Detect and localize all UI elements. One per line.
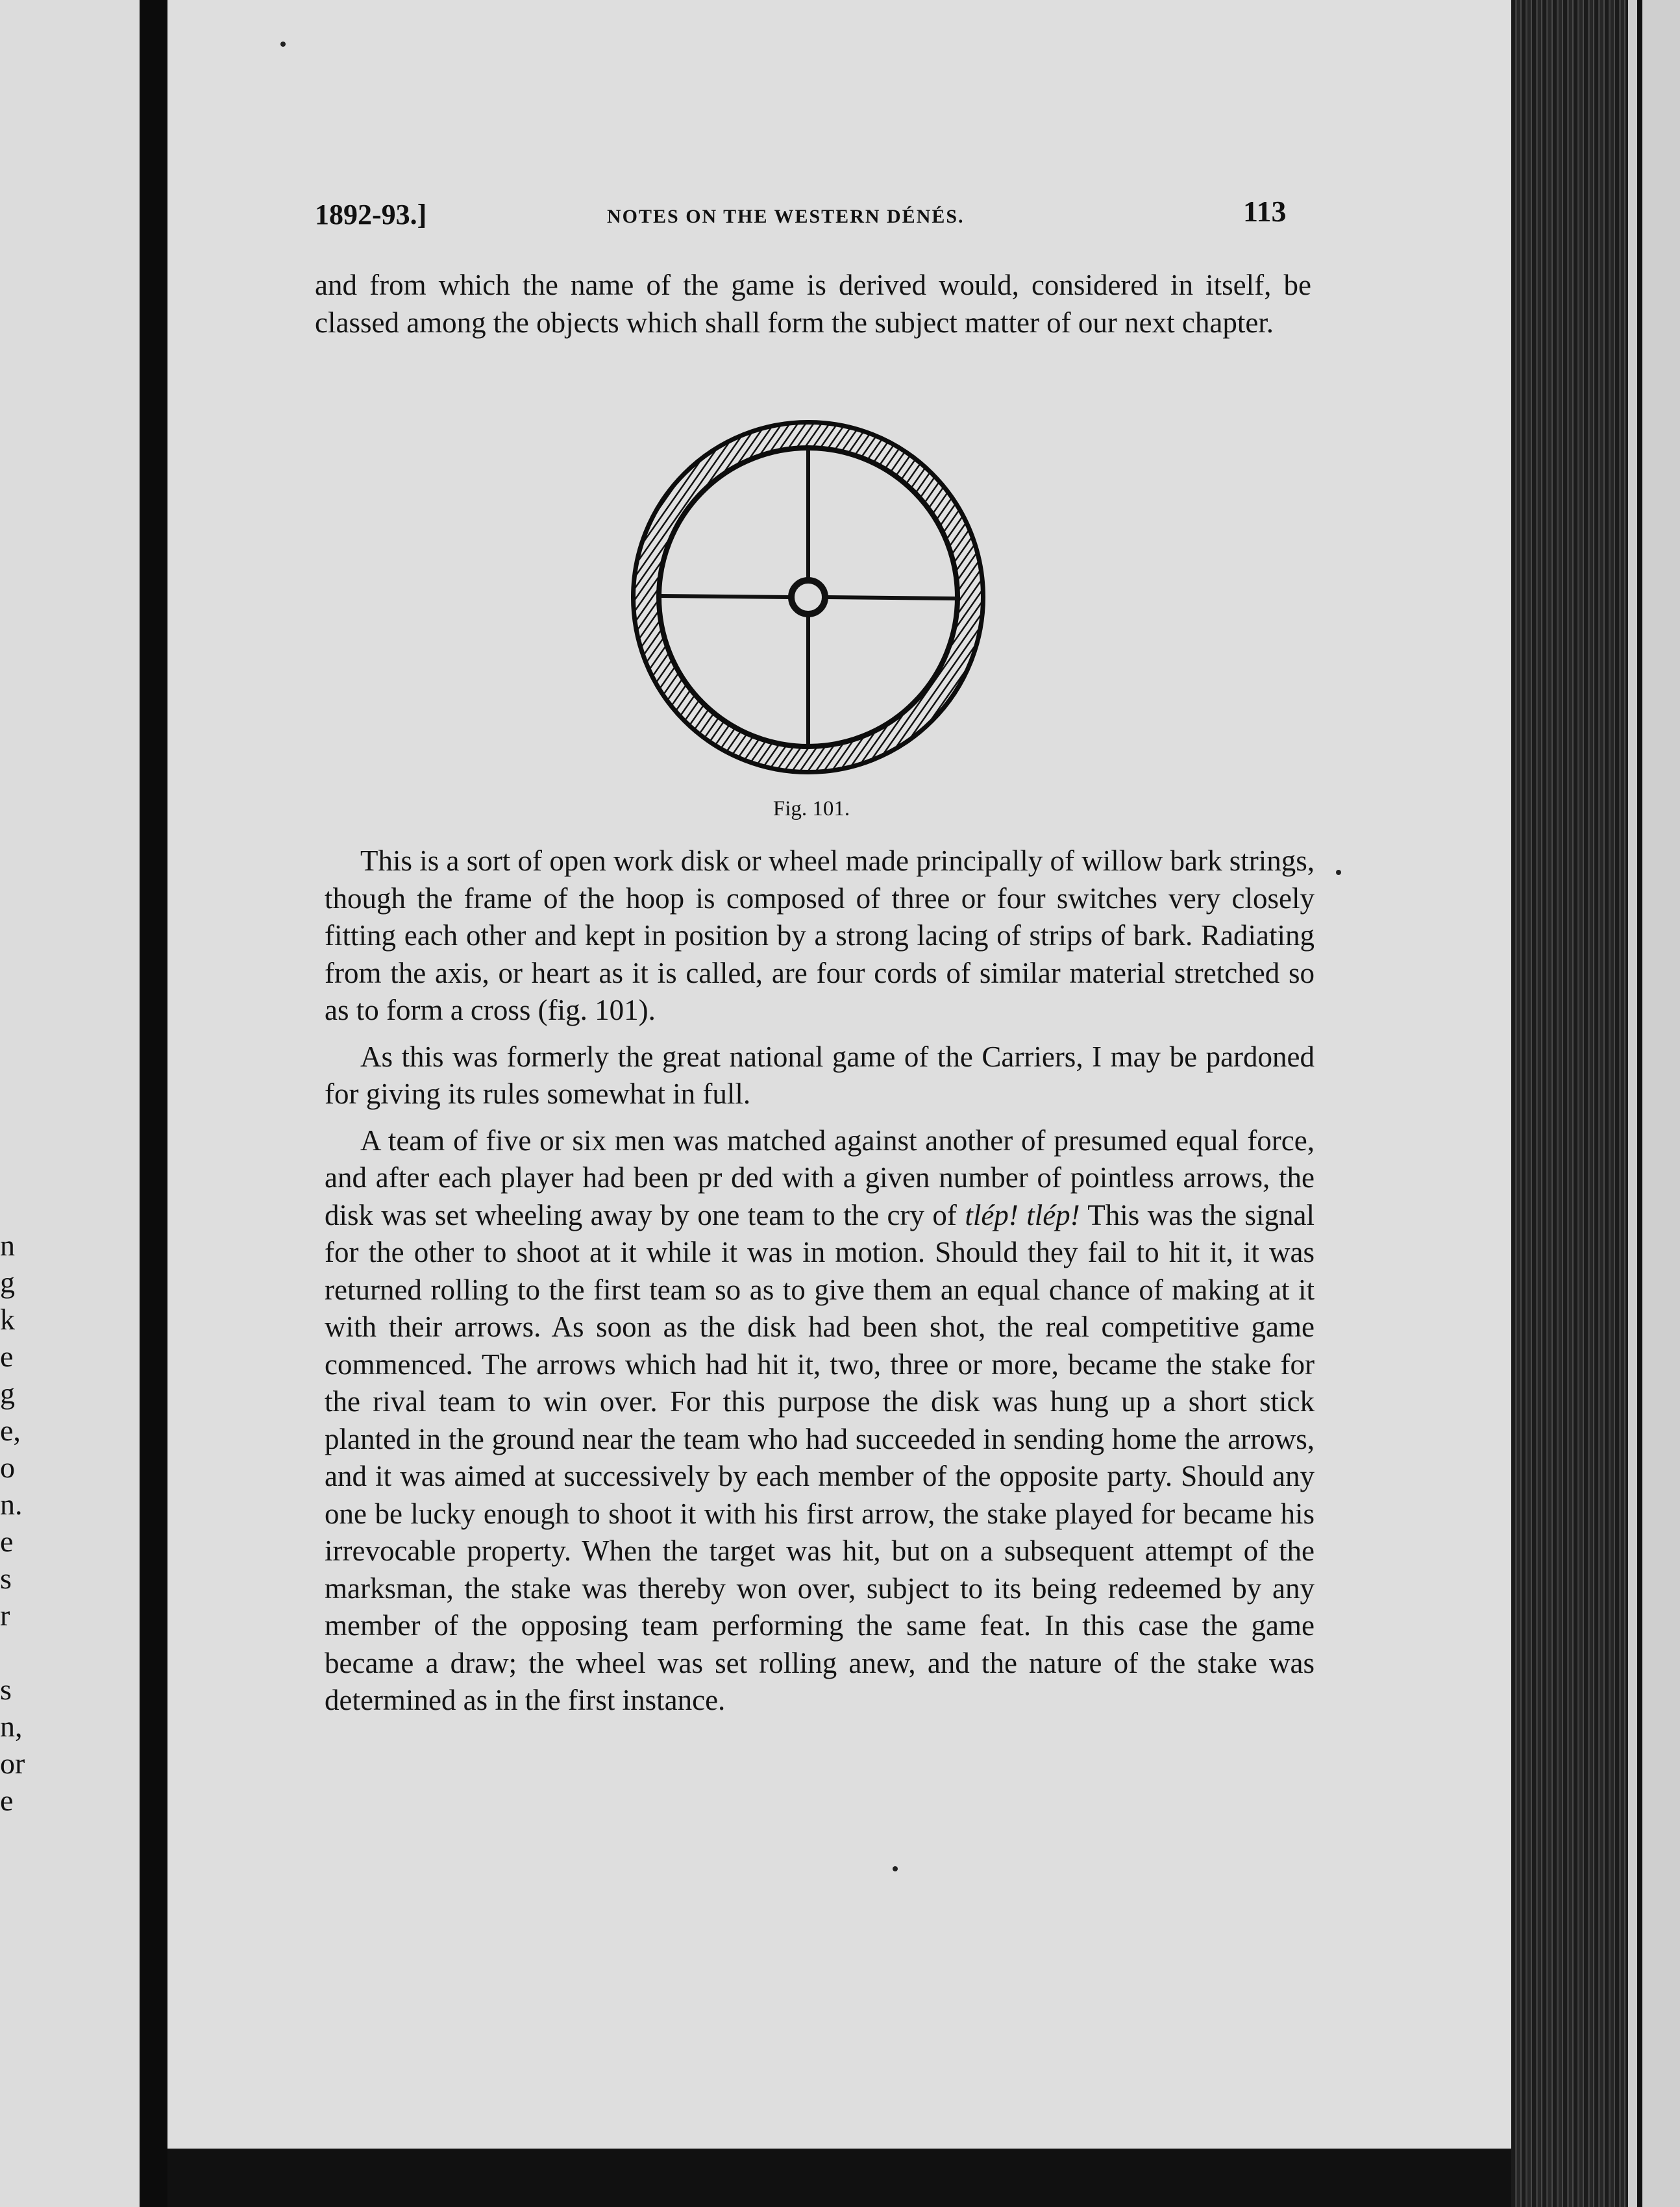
rules-text-after-cry: This was the signal for the other to shoot at it while it was in motion. Should they fail to hit it, it was returned rolling to the first team so as to give them an equal chance of making at it with their arrows. As soon as the disk had been shot, the real competitive game commenced. The arrows which had hit it, two, three or more, became the stake for the rival team to win over. For this purpose the disk was hung up a short stick planted in the ground near the team who had succeeded in sending home the arrows, and it was aimed at successively by each member of the opposite party. Should any one be lucky enough to shoot it with his first arrow, the stake played for became his irrevocable property. When the target was hit, but on a subsequent attempt of the marksman, the stake was thereby won over, subject to its being redeemed by any member of the opposing team performing the same feat. In this case the game became a draw; the wheel was set rolling anew, and the nature of the stake was determined as in the first instance. xyxy=(325,1198,1315,1716)
left-page-fragment: e xyxy=(0,1784,14,1817)
paragraph-national-game: As this was formerly the great national game of the Carriers, I may be pardoned for giving its rules somewhat in full. xyxy=(325,1040,1315,1110)
rules-cry: tlép! tlép! xyxy=(965,1198,1080,1231)
left-page-fragment: n xyxy=(0,1229,15,1262)
main-body-text xyxy=(325,843,1315,1729)
left-page-text-fragments xyxy=(0,1227,25,1819)
left-page-fragment: n. xyxy=(0,1488,23,1521)
bottom-shadow xyxy=(167,2149,1511,2207)
intro-paragraph: and from which the name of the game is derived would, considered in itself, be classed among the objects which shall form the subject matter of our next chapter. xyxy=(315,269,1311,339)
left-page-fragment: k xyxy=(0,1303,15,1336)
wheel-figure xyxy=(613,402,1003,792)
left-page-fragment: r xyxy=(0,1599,10,1632)
left-page-fragment xyxy=(0,1634,19,1671)
paragraph-disk-description: This is a sort of open work disk or wheel made principally of willow bark strings, though the frame of the hoop is composed of three or four switches very closely fitting each other and kept in position by a strong lacing of strips of bark. Radiating from the axis, or heart as it is called, are four cords of similar material stretched so as to form a cross (fig. 101). xyxy=(325,845,1315,1026)
scan-speck xyxy=(893,1866,898,1871)
left-page-fragment: e xyxy=(0,1525,14,1558)
left-page-fragment: or xyxy=(0,1747,25,1780)
left-page-fragment: g xyxy=(0,1266,15,1299)
running-header xyxy=(315,195,1311,237)
book-gutter xyxy=(140,0,169,2207)
page-edges xyxy=(1511,0,1628,2207)
left-page-fragment: g xyxy=(0,1377,15,1410)
page-number: 113 xyxy=(1243,195,1287,228)
scan-speck xyxy=(280,42,286,47)
paragraph-game-rules xyxy=(325,1122,1315,1720)
left-page-fragment: s xyxy=(0,1562,12,1595)
left-page-fragment: n, xyxy=(0,1710,23,1743)
left-page-edge xyxy=(0,0,140,2207)
right-border xyxy=(1628,0,1680,2207)
left-page-fragment: e, xyxy=(0,1414,21,1447)
rules-text-before-cry: A team of five or six men was matched against another of presumed equal force, and after each player had been pr ded with a given number of pointless arrows, the disk was set wheeling away by one team to the cry of xyxy=(325,1124,1315,1231)
figure-caption: Fig. 101. xyxy=(772,797,850,820)
intro-text xyxy=(315,266,1311,341)
left-page-fragment: o xyxy=(0,1451,15,1484)
scan-speck xyxy=(1336,870,1341,875)
header-year: 1892-93.] xyxy=(315,199,427,230)
left-page-fragment: s xyxy=(0,1673,12,1706)
header-title: NOTES ON THE WESTERN DÉNÉS. xyxy=(607,206,965,227)
left-page-fragment: e xyxy=(0,1340,14,1373)
